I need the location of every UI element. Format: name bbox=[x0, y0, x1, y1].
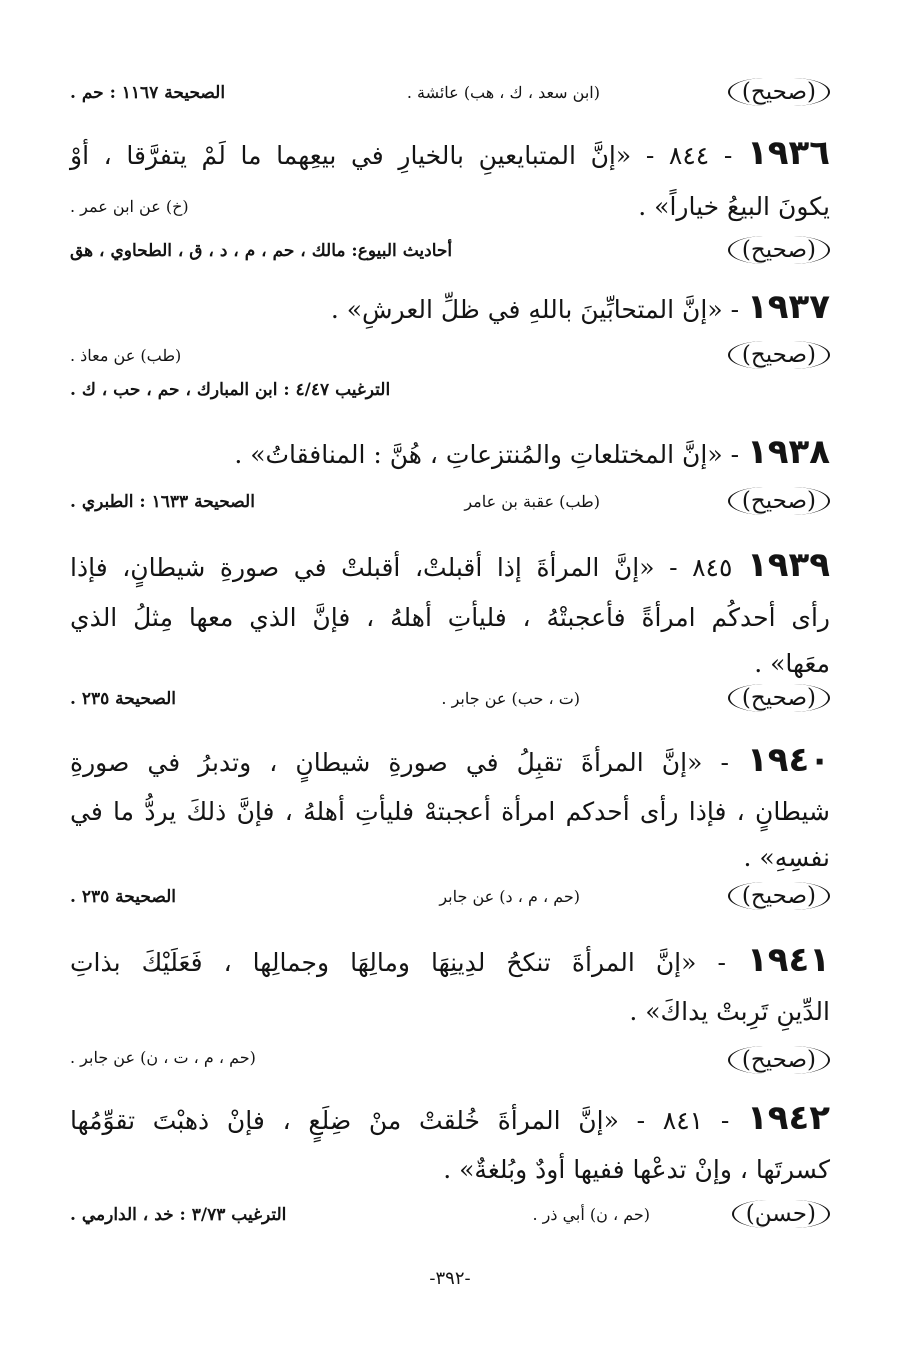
hadith-number: ١٩٣٦ bbox=[746, 133, 830, 173]
hadith-1940-line-3 bbox=[70, 838, 830, 878]
hadith-extra-source: الترغيب ٤/٤٧ : ابن المبارك ، حم ، حب ، ك . bbox=[70, 380, 391, 400]
hadith-text: الدِّينِ تَرِبتْ يداكَ» . bbox=[629, 997, 830, 1026]
grade-label: (صحيح) bbox=[728, 487, 830, 515]
top-source-line bbox=[70, 78, 830, 108]
hadith-number: ١٩٤٠ bbox=[746, 740, 830, 780]
hadith-1942-grade-row bbox=[70, 1200, 830, 1230]
hadith-text: يكونَ البيعُ خياراً» . bbox=[638, 192, 830, 221]
hadith-source: (خ) عن ابن عمر . bbox=[70, 197, 189, 216]
hadith-1939-line-2 bbox=[70, 598, 830, 638]
hadith-1940-line-2 bbox=[70, 792, 830, 832]
hadith-number: ١٩٣٩ bbox=[746, 545, 830, 585]
grade-label: (صحيح) bbox=[728, 684, 830, 712]
hadith-number: ١٩٤٢ bbox=[747, 1098, 831, 1138]
hadith-1939-line-1 bbox=[70, 545, 830, 585]
hadith-text: شيطانٍ ، فإذا رأى أحدكم امرأة أعجبتهْ فليأتِ أهلهُ ، فإنَّ ذلكَ يردُّ ما في bbox=[70, 797, 830, 826]
hadith-1941-line-1 bbox=[70, 940, 830, 980]
hadith-1937-grade-row bbox=[70, 341, 830, 371]
grade-label: (صحيح) bbox=[728, 236, 830, 264]
hadith-source: (طب) عقبة بن عامر bbox=[464, 492, 600, 511]
hadith-source: (حم ، م ، ت ، ن) عن جابر . bbox=[70, 1048, 256, 1067]
hadith-1940-line-1 bbox=[70, 740, 830, 780]
hadith-text: معَها» . bbox=[754, 649, 830, 678]
hadith-number: ١٩٣٧ bbox=[746, 287, 830, 327]
hadith-1939-line-3 bbox=[70, 644, 830, 684]
source-extra: الصحيحة ١١٦٧ : حم . bbox=[70, 83, 226, 103]
hadith-text: نفسِهِ» . bbox=[743, 843, 830, 872]
page-number: -٣٩٢- bbox=[429, 1268, 471, 1289]
grade-label: (صحيح) bbox=[728, 1046, 830, 1074]
source-reference: (ابن سعد ، ك ، هب) عائشة . bbox=[406, 83, 600, 102]
hadith-source: (حم ، م ، د) عن جابر bbox=[439, 887, 580, 906]
grade-label: (صحيح) bbox=[728, 882, 830, 910]
hadith-text: - «إنَّ المتحابِّينَ باللهِ في ظلِّ العرشِ» . bbox=[330, 295, 747, 324]
hadith-extra-source: الترغيب ٣/٧٣ : خد ، الدارمي . bbox=[70, 1205, 287, 1225]
hadith-1938-grade-row bbox=[70, 487, 830, 517]
hadith-extra-source: أحاديث البيوع: مالك ، حم ، م ، د ، ق ، الطحاوي ، هق bbox=[70, 241, 453, 261]
hadith-text: - ٨٤٤ - «إنَّ المتبايعينِ بالخيارِ في بيعِهما ما لَمْ يتفرَّقا ، أوْ bbox=[70, 141, 747, 170]
hadith-text: - «إنَّ المختلعاتِ والمُنتزعاتِ ، هُنَّ : المنافقاتُ» . bbox=[234, 440, 747, 469]
grade-label: (صحيح) bbox=[728, 341, 830, 369]
hadith-1941-line-2 bbox=[70, 992, 830, 1032]
hadith-source: (ت ، حب) عن جابر . bbox=[441, 689, 580, 708]
hadith-text: - ٨٤١ - «إنَّ المرأةَ خُلقتْ منْ ضِلَعٍ ، فإنْ ذهبْتَ تقوِّمُها bbox=[70, 1106, 747, 1135]
hadith-1936-line-2-row bbox=[70, 192, 830, 222]
hadith-1940-grade-row bbox=[70, 882, 830, 912]
hadith-extra-source: الصحيحة ٢٣٥ . bbox=[70, 689, 177, 709]
hadith-source: (حم ، ن) أبي ذر . bbox=[532, 1205, 650, 1224]
hadith-extra-source: الصحيحة ١٦٣٣ : الطبري . bbox=[70, 492, 255, 512]
hadith-1942-line-1 bbox=[70, 1098, 830, 1138]
hadith-1936-grade-row bbox=[70, 236, 830, 266]
hadith-1937-line-1 bbox=[70, 287, 830, 327]
grade-label: (صحيح) bbox=[728, 78, 830, 106]
hadith-1938-line-1 bbox=[70, 432, 830, 472]
hadith-page bbox=[70, 0, 830, 1365]
hadith-1936-line-1 bbox=[70, 133, 830, 173]
hadith-source: (طب) عن معاذ . bbox=[70, 346, 182, 365]
hadith-text: ٨٤٥ - «إنَّ المرأةَ إذا أقبلتْ، أقبلتْ في صورةِ شيطانٍ، فإذا bbox=[70, 553, 747, 582]
hadith-text: رأى أحدكُم امرأةً فأعجبتْهُ ، فليأتِ أهلهُ ، فإنَّ الذي معها مِثلُ الذي bbox=[70, 603, 830, 632]
hadith-text: كسرتَها ، وإنْ تدعْها ففيها أودٌ وبُلغةٌ» . bbox=[443, 1155, 830, 1184]
hadith-1937-extra-row bbox=[70, 375, 830, 405]
hadith-extra-source: الصحيحة ٢٣٥ . bbox=[70, 887, 177, 907]
hadith-number: ١٩٤١ bbox=[746, 940, 830, 980]
hadith-number: ١٩٣٨ bbox=[746, 432, 830, 472]
hadith-text: - «إنَّ المرأةَ تقبِلُ في صورةِ شيطانٍ ، وتدبرُ في صورةِ bbox=[70, 748, 747, 777]
hadith-1942-line-2 bbox=[70, 1150, 830, 1190]
hadith-1939-grade-row bbox=[70, 684, 830, 714]
hadith-1941-grade-row bbox=[70, 1042, 830, 1072]
hadith-text: - «إنَّ المرأةَ تنكحُ لدِينِهَا ومالِهَا وجمالِها ، فَعَلَيْكَ بذاتِ bbox=[70, 948, 747, 977]
grade-label: (حسن) bbox=[732, 1200, 830, 1228]
